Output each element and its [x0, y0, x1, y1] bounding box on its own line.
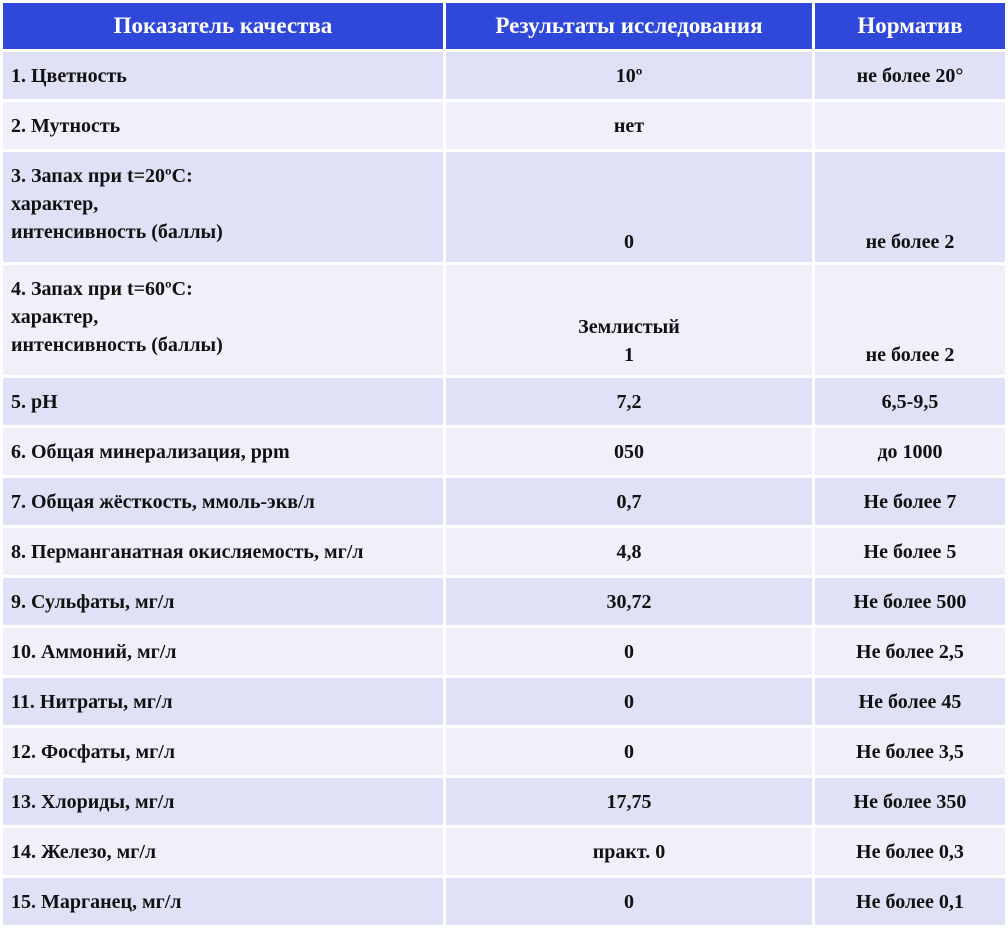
table-row — [3, 152, 1005, 262]
indicator-text: характер, — [11, 306, 99, 328]
norm-cell: Не более 350 — [815, 778, 1005, 825]
norm-cell: не более 2 — [815, 152, 1005, 262]
indicator-cell — [3, 528, 443, 575]
table-row — [3, 678, 1005, 725]
result-cell — [446, 152, 812, 262]
result-text: 0 — [624, 640, 634, 663]
indicator-cell — [3, 428, 443, 475]
norm-cell: Не более 2,5 — [815, 628, 1005, 675]
indicator-text: 11. Нитраты, мг/л — [11, 690, 173, 713]
indicator-cell — [3, 728, 443, 775]
result-cell — [446, 778, 812, 825]
table-row — [3, 878, 1005, 925]
indicator-cell — [3, 152, 443, 262]
indicator-text: 1. Цветность — [11, 64, 127, 87]
result-cell — [446, 52, 812, 99]
indicator-cell — [3, 778, 443, 825]
indicator-cell — [3, 578, 443, 625]
indicator-text: 12. Фосфаты, мг/л — [11, 740, 176, 763]
result-cell — [446, 102, 812, 149]
indicator-text: 9. Сульфаты, мг/л — [11, 590, 175, 613]
indicator-text: 10. Аммоний, мг/л — [11, 640, 177, 663]
indicator-cell — [3, 478, 443, 525]
indicator-text: интенсивность (баллы) — [11, 334, 223, 356]
header-result: Результаты исследования — [446, 3, 812, 49]
result-cell — [446, 578, 812, 625]
indicator-text: 6. Общая минерализация, ppm — [11, 440, 290, 463]
result-text: 4,8 — [616, 540, 642, 563]
result-cell — [446, 265, 812, 375]
result-cell — [446, 628, 812, 675]
norm-cell: не более 2 — [815, 265, 1005, 375]
norm-cell: до 1000 — [815, 428, 1005, 475]
result-cell — [446, 528, 812, 575]
indicator-cell — [3, 102, 443, 149]
table-row — [3, 528, 1005, 575]
indicator-cell — [3, 265, 443, 375]
table-row — [3, 478, 1005, 525]
table-row — [3, 578, 1005, 625]
indicator-cell — [3, 678, 443, 725]
norm-cell: Не более 0,3 — [815, 828, 1005, 875]
norm-cell — [815, 102, 1005, 149]
header-norm: Норматив — [815, 3, 1005, 49]
indicator-text: 4. Запах при t=60ºС: — [11, 278, 193, 300]
result-text: 0 — [624, 740, 634, 763]
indicator-cell — [3, 628, 443, 675]
table-row — [3, 628, 1005, 675]
result-text: 0,7 — [616, 490, 642, 513]
result-text: 10º — [615, 64, 643, 87]
norm-cell: Не более 0,1 — [815, 878, 1005, 925]
norm-cell: Не более 3,5 — [815, 728, 1005, 775]
norm-cell: не более 20° — [815, 52, 1005, 99]
indicator-text: характер, — [11, 193, 99, 215]
norm-cell: Не более 7 — [815, 478, 1005, 525]
indicator-text: 2. Мутность — [11, 114, 121, 137]
result-text: 050 — [614, 440, 644, 463]
header-indicator: Показатель качества — [3, 3, 443, 49]
result-text: 7,2 — [616, 390, 642, 413]
result-text: 0 — [624, 690, 634, 713]
table-header-row — [3, 3, 1005, 49]
result-text: 17,75 — [606, 790, 652, 813]
table-row — [3, 778, 1005, 825]
table-body — [3, 52, 1005, 925]
result-cell — [446, 828, 812, 875]
table-row — [3, 728, 1005, 775]
result-text: практ. 0 — [592, 840, 666, 863]
indicator-cell — [3, 378, 443, 425]
result-text: 0 — [624, 231, 634, 253]
indicator-cell — [3, 878, 443, 925]
result-cell — [446, 478, 812, 525]
norm-cell: Не более 5 — [815, 528, 1005, 575]
table-row — [3, 102, 1005, 149]
indicator-text: 15. Марганец, мг/л — [11, 890, 182, 913]
norm-cell: Не более 500 — [815, 578, 1005, 625]
table-row — [3, 265, 1005, 375]
result-text: 30,72 — [606, 590, 652, 613]
indicator-text: 14. Железо, мг/л — [11, 840, 157, 863]
table-row — [3, 428, 1005, 475]
table-row — [3, 828, 1005, 875]
result-text: 0 — [624, 890, 634, 913]
result-text: нет — [613, 114, 645, 137]
result-text: Землистый — [578, 316, 680, 338]
indicator-cell — [3, 52, 443, 99]
result-cell — [446, 678, 812, 725]
norm-cell: 6,5-9,5 — [815, 378, 1005, 425]
indicator-text: 13. Хлориды, мг/л — [11, 790, 175, 813]
result-text: 1 — [624, 344, 634, 366]
result-cell — [446, 728, 812, 775]
table-row — [3, 52, 1005, 99]
result-cell — [446, 378, 812, 425]
indicator-text: 5. pH — [11, 390, 58, 413]
table-row — [3, 378, 1005, 425]
result-cell — [446, 428, 812, 475]
indicator-text: интенсивность (баллы) — [11, 221, 223, 243]
indicator-text: 8. Перманганатная окисляемость, мг/л — [11, 540, 364, 563]
norm-cell: Не более 45 — [815, 678, 1005, 725]
indicator-text: 3. Запах при t=20ºС: — [11, 165, 193, 187]
indicator-cell — [3, 828, 443, 875]
indicator-text: 7. Общая жёсткость, ммоль-экв/л — [11, 490, 315, 513]
result-cell — [446, 878, 812, 925]
